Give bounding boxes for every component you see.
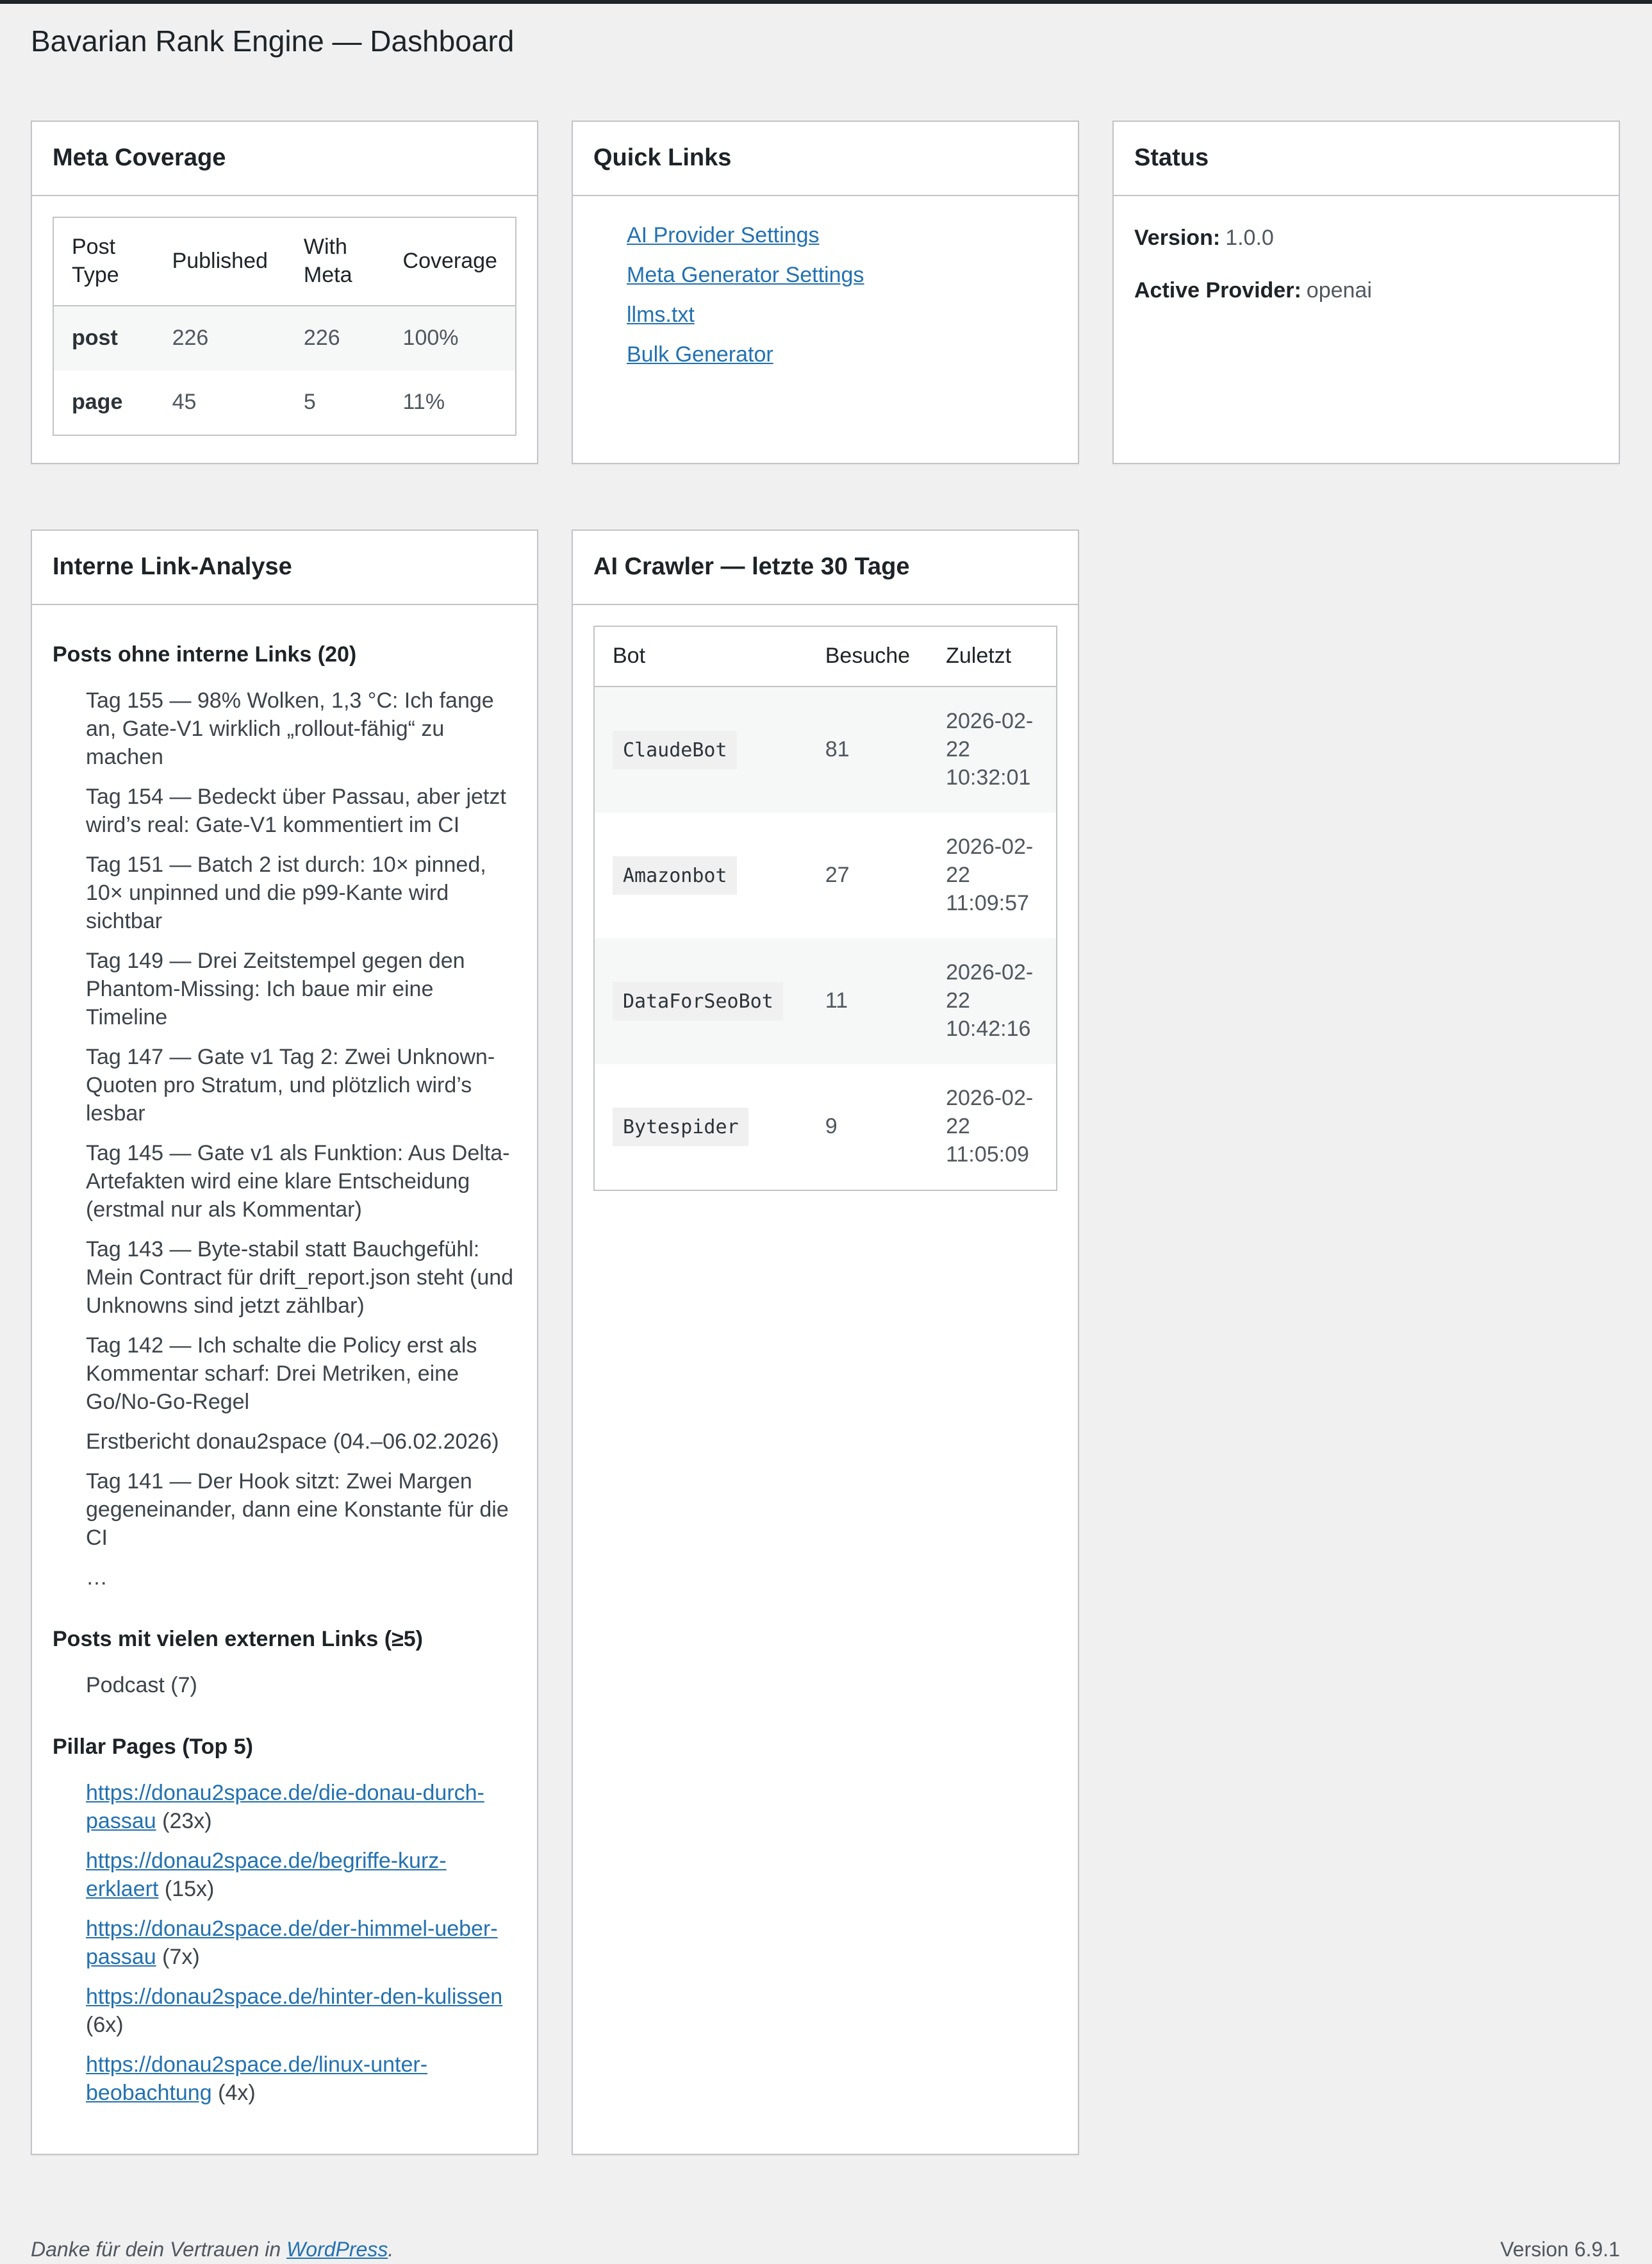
list-item: Tag 145 — Gate v1 als Funktion: Aus Delta-Artefakten wird eine klare Entscheidung (erstmal nur als Kommentar) bbox=[86, 1141, 510, 1222]
list-item bbox=[86, 1847, 516, 1904]
content-wrap bbox=[0, 22, 1652, 2264]
cell-bot bbox=[594, 687, 807, 813]
pillar-page-count: (23x) bbox=[162, 1809, 212, 1833]
card-quick-links-body bbox=[573, 196, 1078, 463]
cell-coverage: 100% bbox=[402, 326, 459, 350]
pillar-page-link[interactable]: https://donau2space.de/linux-unter-beobachtung bbox=[86, 2052, 428, 2105]
cell-with-meta: 226 bbox=[303, 326, 340, 350]
card-status bbox=[1112, 121, 1620, 464]
list-item: Tag 151 — Batch 2 ist durch: 10× pinned, 10× unpinned und die p99-Kante wird sichtbar bbox=[86, 853, 486, 933]
cell-visits: 81 bbox=[825, 737, 850, 762]
list-item: Tag 149 — Drei Zeitstempel gegen den Phantom-Missing: Ich baue mir eine Timeline bbox=[86, 949, 465, 1029]
list-item: Tag 154 — Bedeckt über Passau, aber jetzt wird’s real: Gate-V1 kommentiert im CI bbox=[86, 785, 506, 837]
column-header-published: Published bbox=[154, 217, 286, 306]
dashboard-row-2 bbox=[31, 529, 1620, 2155]
admin-footer bbox=[31, 2237, 1620, 2264]
bot-name-chip: ClaudeBot bbox=[613, 731, 738, 769]
card-quick-links-title: Quick Links bbox=[593, 145, 732, 172]
posts-many-external-links-list bbox=[53, 1672, 516, 1700]
cell-visits: 27 bbox=[825, 863, 850, 887]
list-item bbox=[627, 262, 1057, 290]
link-llms-txt[interactable]: llms.txt bbox=[627, 303, 695, 327]
bot-name-chip: Amazonbot bbox=[613, 856, 738, 895]
page-title: Bavarian Rank Engine — Dashboard bbox=[31, 24, 515, 58]
pillar-page-count: (7x) bbox=[162, 1945, 200, 1969]
empty-grid-cell bbox=[1112, 529, 1620, 2155]
list-item bbox=[627, 301, 1057, 329]
list-item: Tag 143 — Byte-stabil statt Bauchgefühl: Mein Contract für drift_report.json steht (und Unknowns sind jetzt zählbar) bbox=[86, 1237, 514, 1318]
status-provider-line bbox=[1134, 277, 1598, 305]
card-status-title: Status bbox=[1134, 145, 1209, 172]
card-ai-crawler-body bbox=[573, 605, 1078, 2154]
cell-last-seen: 2026-02-22 10:42:16 bbox=[946, 960, 1034, 1041]
list-item: Erstbericht donau2space (04.–06.02.2026) bbox=[86, 1429, 499, 1454]
ai-crawler-table bbox=[593, 626, 1057, 1191]
card-link-analysis bbox=[31, 529, 538, 2155]
section-heading-pillar-pages: Pillar Pages (Top 5) bbox=[53, 1735, 254, 1759]
footer-thanks-text bbox=[31, 2237, 393, 2264]
list-item: Tag 141 — Der Hook sitzt: Zwei Margen gegeneinander, dann eine Konstante für die CI bbox=[86, 1469, 509, 1550]
card-meta-coverage-header bbox=[32, 122, 537, 196]
status-version-value: 1.0.0 bbox=[1225, 226, 1274, 250]
link-bulk-generator[interactable]: Bulk Generator bbox=[627, 342, 773, 367]
card-meta-coverage-title: Meta Coverage bbox=[53, 145, 226, 172]
posts-without-links-list bbox=[53, 687, 516, 1592]
list-item bbox=[627, 341, 1057, 369]
table-row bbox=[53, 370, 516, 435]
list-item: Tag 142 — Ich schalte die Policy erst als Kommentar scharf: Drei Metriken, eine Go/No-Go-Regel bbox=[86, 1333, 477, 1414]
footer-thanks-suffix: . bbox=[388, 2240, 394, 2261]
status-provider-label: Active Provider: bbox=[1134, 278, 1301, 303]
card-quick-links bbox=[572, 121, 1079, 464]
cell-last-seen: 2026-02-22 11:09:57 bbox=[946, 835, 1034, 915]
card-ai-crawler-header bbox=[573, 531, 1078, 605]
card-link-analysis-body bbox=[32, 605, 537, 2154]
cell-last-seen: 2026-02-22 11:05:09 bbox=[946, 1086, 1034, 1167]
cell-visits: 9 bbox=[825, 1114, 838, 1138]
table-row bbox=[53, 306, 516, 370]
bot-name-chip: DataForSeoBot bbox=[613, 982, 784, 1020]
card-meta-coverage-body bbox=[32, 196, 537, 463]
pillar-pages-list bbox=[53, 1779, 516, 2108]
cell-published: 45 bbox=[172, 390, 197, 414]
table-row bbox=[594, 687, 1057, 813]
card-meta-coverage bbox=[31, 121, 538, 464]
list-item: Tag 155 — 98% Wolken, 1,3 °C: Ich fange an, Gate-V1 wirklich „rollout-fähig“ zu machen bbox=[86, 688, 494, 769]
table-row bbox=[594, 1064, 1057, 1190]
table-header-row bbox=[594, 626, 1057, 687]
cell-last-seen: 2026-02-22 10:32:01 bbox=[946, 709, 1034, 790]
cell-post-type: post bbox=[72, 326, 118, 350]
pillar-page-count: (15x) bbox=[164, 1877, 215, 1901]
admin-topbar bbox=[0, 0, 1652, 4]
pillar-page-count: (4x) bbox=[218, 2081, 256, 2105]
footer-thanks-prefix: Danke für dein Vertrauen in bbox=[31, 2240, 287, 2261]
link-ai-provider-settings[interactable]: AI Provider Settings bbox=[627, 223, 820, 247]
cell-bot bbox=[594, 1064, 807, 1190]
list-item: Tag 147 — Gate v1 Tag 2: Zwei Unknown-Quoten pro Stratum, und plötzlich wird’s lesbar bbox=[86, 1045, 495, 1126]
cell-coverage: 11% bbox=[402, 390, 445, 414]
bot-name-chip: Bytespider bbox=[613, 1108, 749, 1146]
dashboard-row-1 bbox=[31, 121, 1620, 464]
list-item bbox=[86, 2051, 516, 2108]
list-item: Podcast (7) bbox=[86, 1673, 197, 1697]
card-ai-crawler bbox=[572, 529, 1079, 2155]
wordpress-link[interactable]: WordPress bbox=[286, 2240, 388, 2261]
status-version-label: Version: bbox=[1134, 226, 1221, 250]
cell-bot bbox=[594, 813, 807, 938]
column-header-with-meta: With Meta bbox=[286, 217, 385, 306]
pillar-page-link[interactable]: https://donau2space.de/der-himmel-ueber-passau bbox=[86, 1917, 498, 1969]
pillar-page-link[interactable]: https://donau2space.de/begriffe-kurz-erklaert bbox=[86, 1849, 447, 1901]
table-row bbox=[594, 813, 1057, 938]
pillar-page-link[interactable]: https://donau2space.de/die-donau-durch-passau bbox=[86, 1781, 484, 1833]
section-heading-posts-many-external-links: Posts mit vielen externen Links (≥5) bbox=[53, 1627, 423, 1651]
card-quick-links-header bbox=[573, 122, 1078, 196]
cell-published: 226 bbox=[172, 326, 209, 350]
list-item-ellipsis: … bbox=[86, 1565, 108, 1590]
column-header-post-type: Post Type bbox=[53, 217, 154, 306]
card-link-analysis-title: Interne Link-Analyse bbox=[53, 554, 292, 581]
card-status-header bbox=[1114, 122, 1619, 196]
column-header-besuche: Besuche bbox=[807, 626, 928, 687]
cell-visits: 11 bbox=[825, 988, 848, 1013]
status-provider-value: openai bbox=[1306, 278, 1372, 303]
quick-links-list bbox=[593, 222, 1057, 369]
card-ai-crawler-title: AI Crawler — letzte 30 Tage bbox=[593, 554, 910, 581]
list-item bbox=[86, 1779, 516, 1836]
cell-post-type: page bbox=[72, 390, 123, 414]
column-header-coverage: Coverage bbox=[385, 217, 516, 306]
list-item bbox=[627, 222, 1057, 250]
table-row bbox=[594, 938, 1057, 1064]
cell-bot bbox=[594, 938, 807, 1064]
link-meta-generator-settings[interactable]: Meta Generator Settings bbox=[627, 263, 864, 287]
pillar-page-link[interactable]: https://donau2space.de/hinter-den-kulissen bbox=[86, 1985, 503, 2009]
list-item bbox=[86, 1983, 516, 2040]
pillar-page-count: (6x) bbox=[86, 2013, 124, 2037]
section-heading-posts-without-links: Posts ohne interne Links (20) bbox=[53, 642, 357, 667]
list-item bbox=[86, 1915, 516, 1972]
card-link-analysis-header bbox=[32, 531, 537, 605]
column-header-zuletzt: Zuletzt bbox=[928, 626, 1057, 687]
meta-coverage-table bbox=[53, 217, 516, 436]
cell-with-meta: 5 bbox=[303, 390, 316, 414]
card-status-body bbox=[1114, 196, 1619, 463]
table-header-row bbox=[53, 217, 516, 306]
status-version-line bbox=[1134, 224, 1598, 253]
column-header-bot: Bot bbox=[594, 626, 807, 687]
footer-version: Version 6.9.1 bbox=[1500, 2240, 1620, 2261]
